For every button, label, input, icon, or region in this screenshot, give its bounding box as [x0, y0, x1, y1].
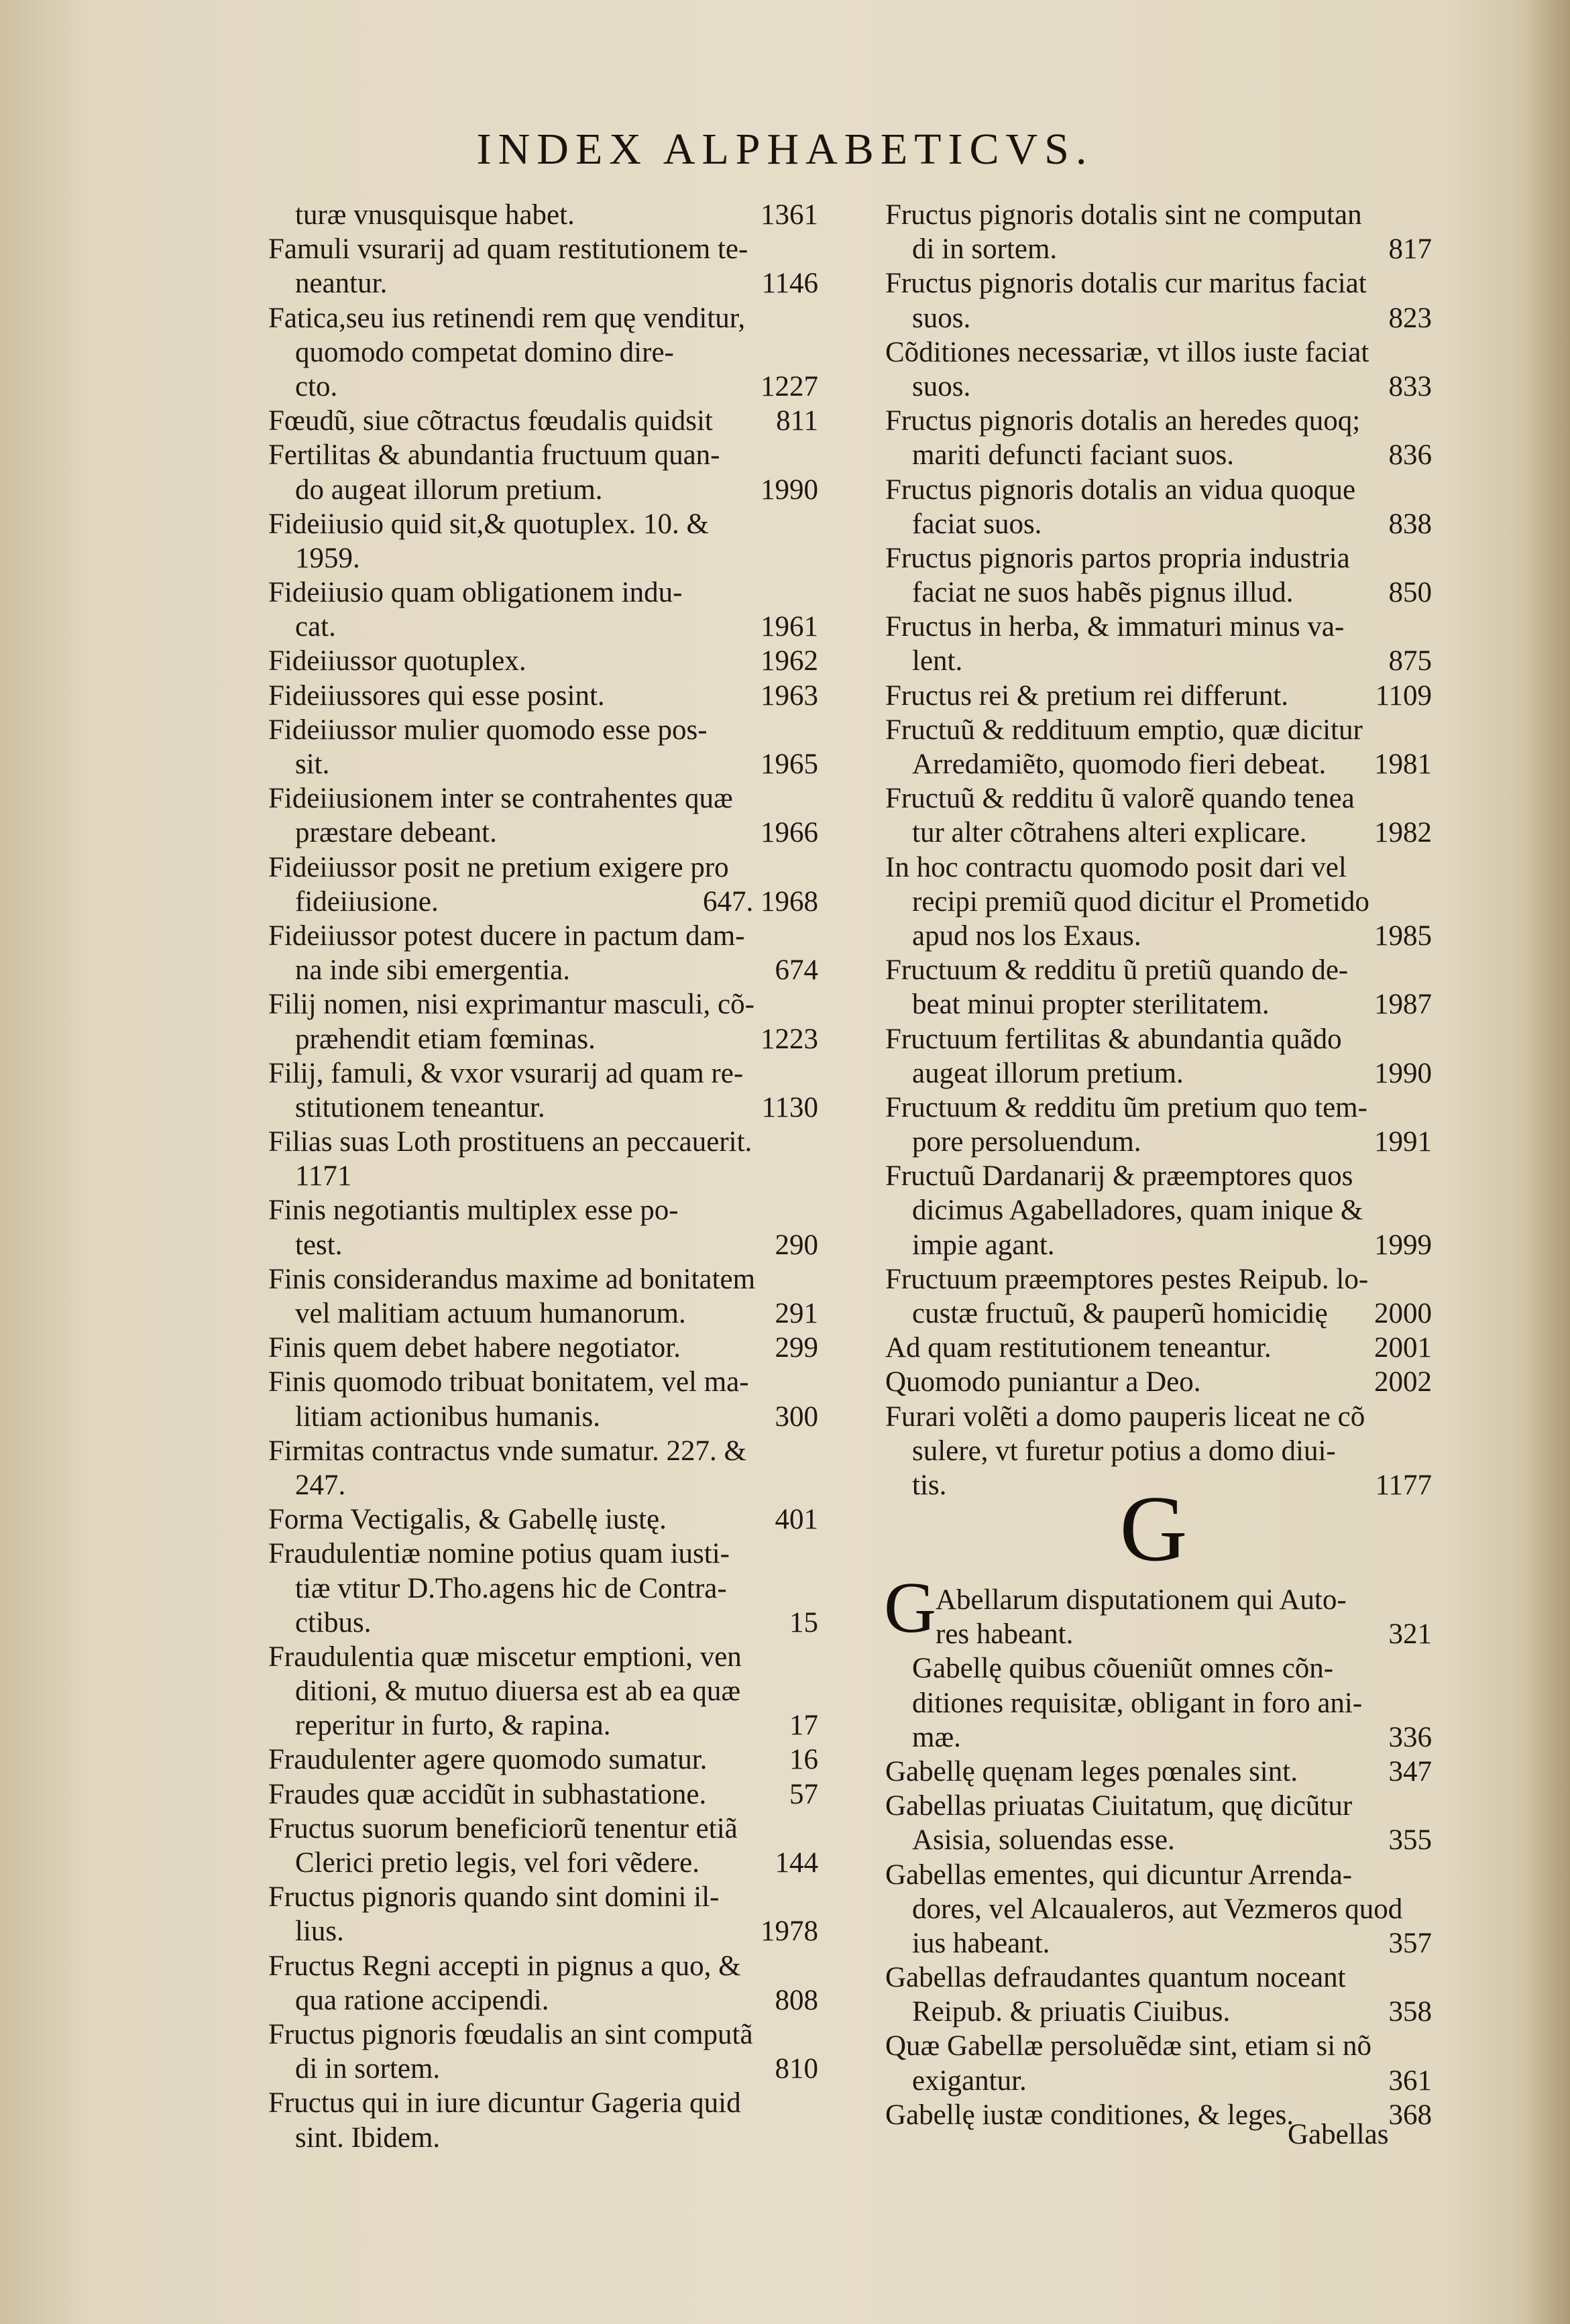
- entry-text: Fructus pignoris fœudalis an sint computã: [268, 2018, 753, 2050]
- entry-text: faciat ne suos habẽs pignus illud.: [912, 577, 1294, 609]
- index-entry-line: [885, 987, 1432, 1021]
- entry-page-number: 57: [789, 1778, 818, 1810]
- entry-page-number: 810: [775, 2053, 818, 2085]
- entry-text: Fideiiussor mulier quomodo esse pos-: [268, 714, 708, 746]
- entry-text: Firmitas contractus vnde sumatur. 227. &: [268, 1435, 746, 1467]
- entry-page-number: 1978: [761, 1916, 818, 1948]
- entry-text: quomodo competat domino dire-: [295, 336, 674, 368]
- catchword: Gabellas: [1288, 2119, 1389, 2150]
- entry-text: sint. Ibidem.: [295, 2121, 441, 2154]
- index-entry-line: [268, 1777, 818, 1812]
- entry-text: Fructus in herba, & immaturi minus va-: [885, 611, 1345, 643]
- running-head: INDEX ALPHABETICVS.: [476, 125, 1094, 174]
- entry-text: pore persoluendum.: [912, 1126, 1141, 1158]
- entry-text: cat.: [295, 611, 336, 643]
- entry-text: Fraudes quæ accidũt in subhastatione.: [268, 1778, 707, 1810]
- entry-text: Fructus qui in iure dicuntur Gageria quid: [268, 2087, 741, 2119]
- index-entry-line: [885, 198, 1432, 232]
- index-entry-line: [885, 1125, 1432, 1159]
- entry-page-number: 144: [775, 1847, 818, 1879]
- index-entry-line: [268, 679, 818, 713]
- entry-page-number: 1961: [761, 611, 818, 643]
- index-column-left: [268, 198, 818, 2155]
- index-entry-line: [268, 1846, 818, 1880]
- entry-text: Fœudũ, siue cõtractus fœudalis quidsit: [268, 405, 713, 437]
- index-entry-line: [268, 301, 818, 335]
- entry-page-number: 361: [1388, 2064, 1432, 2097]
- index-entry-line: [268, 1228, 818, 1262]
- index-entry-line: [268, 885, 818, 919]
- entry-text: Gabellę quęnam leges pœnales sint.: [885, 1755, 1298, 1787]
- entry-text: neantur.: [295, 268, 388, 300]
- index-entry-line: [885, 1651, 1432, 1685]
- index-entry-line: [268, 438, 818, 472]
- index-entry-line: [885, 1858, 1432, 1892]
- entry-text: Gabellas priuatas Ciuitatum, quę dicũtur: [885, 1790, 1353, 1822]
- index-entry-line: [268, 1880, 818, 1914]
- index-entry-line: [885, 1296, 1432, 1331]
- entry-page-number: 2001: [1374, 1332, 1432, 1364]
- index-entry-line: [885, 610, 1432, 644]
- index-entry-line: [885, 919, 1432, 953]
- entry-text: Fideiiussor posit ne pretium exigere pro: [268, 851, 729, 883]
- index-entry-line: [268, 404, 818, 438]
- index-entry-line: [268, 919, 818, 953]
- entry-text: dicimus Agabelladores, quam inique &: [912, 1195, 1363, 1227]
- entry-text: Furari volẽti a domo pauperis liceat ne cõ: [885, 1400, 1365, 1433]
- index-entry-line: [885, 1228, 1432, 1262]
- index-entry-line: [885, 404, 1432, 438]
- entry-text: Fructuũ Dardanarij & præemptores quos: [885, 1160, 1353, 1193]
- index-entry-line: [885, 1583, 1432, 1617]
- index-entry-line: [885, 301, 1432, 335]
- index-entry-line: [268, 1125, 818, 1159]
- entry-page-number: 1146: [761, 268, 818, 300]
- index-entry-line: [268, 198, 818, 232]
- entry-page-number: 291: [775, 1298, 818, 1329]
- index-entry-line: [268, 1708, 818, 1742]
- entry-text: do augeat illorum pretium.: [295, 474, 603, 506]
- entry-page-number: 1990: [761, 474, 818, 506]
- entry-text: Quæ Gabellæ persoluẽdæ sint, etiam si nõ: [885, 2030, 1371, 2062]
- index-entry-line: [268, 610, 818, 644]
- index-entry-line: [885, 850, 1432, 885]
- index-entry-line: [268, 1365, 818, 1399]
- index-entry-line: [885, 575, 1432, 610]
- entry-text: cto.: [295, 370, 338, 402]
- index-entry-line: [885, 370, 1432, 404]
- entry-text: litiam actionibus humanis.: [295, 1400, 601, 1433]
- index-entry-line: [885, 1091, 1432, 1125]
- entry-page-number: 647. 1968: [703, 885, 818, 918]
- entry-page-number: 15: [789, 1606, 818, 1639]
- entry-text: Fructus pignoris dotalis an heredes quoq;: [885, 405, 1361, 437]
- entry-page-number: 823: [1388, 302, 1432, 334]
- index-entry-line: [268, 1434, 818, 1468]
- index-entry-line: [268, 1640, 818, 1674]
- entry-page-number: 833: [1388, 370, 1432, 402]
- index-entry-line: [268, 713, 818, 747]
- index-entry-line: [268, 1571, 818, 1606]
- entry-text: exigantur.: [912, 2064, 1027, 2097]
- entry-text: res habeant.: [936, 1618, 1074, 1651]
- entry-text: sulere, vt furetur potius a domo diui-: [912, 1435, 1336, 1467]
- entry-text: recipi premiũ quod dicitur el Prometido: [912, 885, 1369, 918]
- entry-text: Finis quomodo tribuat bonitatem, vel ma-: [268, 1366, 749, 1398]
- entry-text: turæ vnusquisque habet.: [295, 199, 575, 231]
- index-entry-line: [268, 1091, 818, 1125]
- entry-text: tis.: [912, 1469, 947, 1501]
- entry-text: augeat illorum pretium.: [912, 1057, 1184, 1089]
- index-entry-line: [885, 1686, 1432, 1720]
- entry-text: lent.: [912, 645, 963, 677]
- index-entry-line: [268, 953, 818, 987]
- entry-page-number: 347: [1388, 1755, 1432, 1787]
- index-entry-line: [885, 1926, 1432, 1960]
- index-column-right: [885, 198, 1432, 1502]
- entry-page-number: 290: [775, 1229, 818, 1261]
- entry-text: Fideiiussor quotuplex.: [268, 645, 526, 677]
- entry-page-number: 1965: [761, 749, 818, 780]
- entry-text: dores, vel Alcaualeros, aut Vezmeros quod: [912, 1893, 1403, 1925]
- index-entry-line: [885, 1960, 1432, 1995]
- entry-text: Cõditiones necessariæ, vt illos iuste faciat: [885, 336, 1369, 368]
- index-entry-line: [885, 1617, 1432, 1651]
- entry-text: Fructus pignoris dotalis sint ne computan: [885, 199, 1362, 231]
- entry-text: Fructuum fertilitas & abundantia quãdo: [885, 1023, 1342, 1055]
- entry-text: Fraudulentiæ nomine potius quam iusti-: [268, 1538, 730, 1570]
- entry-text: Finis quem debet habere negotiator.: [268, 1332, 681, 1364]
- entry-text: na inde sibi emergentia.: [295, 954, 570, 987]
- entry-page-number: 808: [775, 1984, 818, 2016]
- entry-text: ctibus.: [295, 1606, 372, 1639]
- index-entry-line: [885, 1789, 1432, 1823]
- index-entry-line: [268, 781, 818, 816]
- entry-text: Fraudulenter agere quomodo sumatur.: [268, 1744, 708, 1776]
- entry-text: Quomodo puniantur a Deo.: [885, 1366, 1201, 1398]
- entry-page-number: 1985: [1374, 920, 1432, 952]
- index-entry-line: [268, 1742, 818, 1777]
- index-entry-line: [268, 2052, 818, 2086]
- entry-page-number: 401: [775, 1504, 818, 1536]
- index-entry-line: [268, 850, 818, 885]
- entry-page-number: 16: [789, 1744, 818, 1776]
- index-entry-line: [885, 679, 1432, 713]
- index-entry-line: [885, 1193, 1432, 1227]
- entry-text: Fructus pignoris dotalis cur maritus faciat: [885, 268, 1367, 300]
- index-entry-line: [885, 885, 1432, 919]
- index-entry-line: [268, 1502, 818, 1537]
- index-entry-line: [885, 816, 1432, 850]
- entry-text: vel malitiam actuum humanorum.: [295, 1298, 686, 1329]
- entry-page-number: 1963: [761, 679, 818, 712]
- entry-text: ditioni, & mutuo diuersa est ab ea quæ: [295, 1675, 741, 1708]
- index-entry-line: [268, 987, 818, 1021]
- entry-text: Fructus pignoris quando sint domini il-: [268, 1881, 720, 1914]
- entry-text: Fideiiussor potest ducere in pactum dam-: [268, 920, 745, 952]
- entry-text: di in sortem.: [912, 233, 1058, 266]
- entry-page-number: 1999: [1374, 1229, 1432, 1261]
- entry-text: Fructus pignoris dotalis an vidua quoque: [885, 474, 1356, 506]
- index-entry-line: [268, 1056, 818, 1091]
- entry-text: qua ratione accipendi.: [295, 1984, 549, 2016]
- entry-page-number: 1990: [1374, 1057, 1432, 1089]
- entry-page-number: 17: [789, 1710, 818, 1742]
- index-entry-line: [268, 747, 818, 781]
- entry-page-number: 300: [775, 1400, 818, 1433]
- index-entry-line: [268, 1812, 818, 1846]
- index-entry-line: [885, 438, 1432, 472]
- index-entry-line: [268, 1022, 818, 1056]
- index-entry-line: [268, 1193, 818, 1227]
- entry-page-number: 817: [1388, 233, 1432, 266]
- index-entry-line: [885, 1823, 1432, 1857]
- entry-text: 1171: [295, 1160, 352, 1193]
- entry-page-number: 358: [1388, 1996, 1432, 2028]
- index-entry-line: [268, 2121, 818, 2155]
- entry-text: beat minui propter sterilitatem.: [912, 989, 1270, 1021]
- index-entry-line: [268, 1262, 818, 1296]
- entry-text: faciat suos.: [912, 508, 1042, 540]
- entry-page-number: 674: [775, 954, 818, 987]
- index-entry-line: [268, 1674, 818, 1708]
- index-entry-line: [268, 1537, 818, 1571]
- index-entry-line: [885, 1434, 1432, 1468]
- index-entry-line: [885, 781, 1432, 816]
- index-entry-line: [885, 644, 1432, 678]
- index-entry-line: [268, 1468, 818, 1502]
- entry-text: Ad quam restitutionem teneantur.: [885, 1332, 1272, 1364]
- section-letter-g: G: [1119, 1477, 1188, 1581]
- entry-page-number: 357: [1388, 1927, 1432, 1959]
- entry-text: suos.: [912, 370, 971, 402]
- entry-text: reperitur in furto, & rapina.: [295, 1710, 611, 1742]
- entry-text: Fructuũ & reddituum emptio, quæ dicitur: [885, 714, 1363, 746]
- entry-page-number: 336: [1388, 1721, 1432, 1753]
- index-entry-line: [885, 1365, 1432, 1399]
- index-entry-line: [885, 335, 1432, 370]
- entry-page-number: 875: [1388, 645, 1432, 677]
- entry-text: Gabellę quibus cõueniũt omnes cõn-: [912, 1653, 1334, 1685]
- entry-text: Fideiiusionem inter se contrahentes quæ: [268, 783, 733, 815]
- entry-text: Fideiiusio quam obligationem indu-: [268, 577, 683, 609]
- entry-text: Fructus pignoris partos propria industria: [885, 542, 1350, 574]
- entry-text: Reipub. & priuatis Ciuibus.: [912, 1996, 1231, 2028]
- entry-text: 247.: [295, 1469, 346, 1501]
- index-entry-line: [885, 2064, 1432, 2098]
- entry-text: Finis negotiantis multiplex esse po-: [268, 1195, 679, 1227]
- entry-page-number: 1109: [1375, 679, 1432, 712]
- entry-page-number: 368: [1388, 2099, 1432, 2131]
- index-entry-line: [885, 1400, 1432, 1434]
- entry-text: Fructuum & redditu ũm pretium quo tem-: [885, 1091, 1367, 1123]
- entry-text: In hoc contractu quomodo posit dari vel: [885, 851, 1347, 883]
- index-entry-line: [885, 1720, 1432, 1755]
- index-entry-line: [885, 1755, 1432, 1789]
- entry-page-number: 1991: [1374, 1126, 1432, 1158]
- entry-page-number: 1962: [761, 645, 818, 677]
- index-entry-line: [885, 266, 1432, 300]
- entry-text: Arredamiẽto, quomodo fieri debeat.: [912, 749, 1327, 780]
- entry-page-number: 1177: [1375, 1469, 1432, 1501]
- drop-capital: G: [884, 1568, 936, 1648]
- index-entry-line: [268, 1159, 818, 1193]
- entry-page-number: 299: [775, 1332, 818, 1364]
- index-entry-line: [268, 2017, 818, 2052]
- index-entry-line: [268, 370, 818, 404]
- entry-text: ditiones requisitæ, obligant in foro ani-: [912, 1687, 1363, 1719]
- entry-page-number: 355: [1388, 1824, 1432, 1857]
- page-edge-shadow: [1523, 0, 1570, 2324]
- index-entry-line: [885, 1022, 1432, 1056]
- entry-text: impie agant.: [912, 1229, 1055, 1261]
- entry-text: mæ.: [912, 1721, 961, 1753]
- index-entry-line: [268, 2086, 818, 2120]
- entry-text: Forma Vectigalis, & Gabellę iustę.: [268, 1504, 667, 1536]
- index-entry-line: [885, 1892, 1432, 1926]
- entry-text: tiæ vtitur D.Tho.agens hic de Contra-: [295, 1572, 727, 1604]
- index-entry-line: [268, 816, 818, 850]
- entry-text: di in sortem.: [295, 2053, 441, 2085]
- entry-text: lius.: [295, 1916, 344, 1948]
- entry-text: Fideiiussores qui esse posint.: [268, 679, 605, 712]
- index-entry-line: [885, 1995, 1432, 2029]
- entry-text: Fatica,seu ius retinendi rem quę venditur,: [268, 302, 746, 334]
- entry-text: fideiiusione.: [295, 885, 439, 918]
- entry-text: Fraudulentia quæ miscetur emptioni, ven: [268, 1641, 742, 1673]
- index-entry-line: [268, 335, 818, 370]
- entry-text: Fideiiusio quid sit,& quotuplex. 10. &: [268, 508, 709, 540]
- entry-text: Clerici pretio legis, vel fori vẽdere.: [295, 1847, 699, 1879]
- entry-page-number: 321: [1388, 1618, 1432, 1651]
- entry-text: Fructuum & redditu ũ pretiũ quando de-: [885, 954, 1349, 987]
- entry-text: apud nos los Exaus.: [912, 920, 1141, 952]
- entry-text: Fructus rei & pretium rei differunt.: [885, 679, 1289, 712]
- index-entry-line: [885, 747, 1432, 781]
- entry-page-number: 1981: [1374, 749, 1432, 780]
- index-entry-line: [885, 541, 1432, 575]
- entry-text: sit.: [295, 749, 330, 780]
- entry-page-number: 1361: [761, 199, 818, 231]
- index-entry-line: [268, 473, 818, 507]
- index-entry-line: [885, 507, 1432, 541]
- entry-text: Fructus suorum beneficiorũ tenentur etiã: [268, 1812, 738, 1844]
- index-entry-line: [885, 713, 1432, 747]
- index-entry-line: [268, 1400, 818, 1434]
- entry-page-number: 850: [1388, 577, 1432, 609]
- index-entry-line: [885, 1056, 1432, 1091]
- index-entry-line: [268, 507, 818, 541]
- index-column-right-g: [885, 1583, 1432, 2132]
- entry-text: ius habeant.: [912, 1927, 1050, 1959]
- entry-page-number: 1966: [761, 817, 818, 849]
- entry-text: Fertilitas & abundantia fructuum quan-: [268, 439, 720, 472]
- entry-page-number: 1223: [761, 1023, 818, 1055]
- entry-text: Gabellę iustæ conditiones, & leges.: [885, 2099, 1294, 2131]
- entry-text: præstare debeant.: [295, 817, 497, 849]
- index-entry-line: [885, 1331, 1432, 1365]
- entry-text: Gabellas defraudantes quantum noceant: [885, 1962, 1346, 1994]
- index-entry-line: [885, 1159, 1432, 1193]
- entry-text: mariti defuncti faciant suos.: [912, 439, 1235, 472]
- entry-text: Filias suas Loth prostituens an peccauerit.: [268, 1126, 752, 1158]
- index-entry-line: [268, 1606, 818, 1640]
- index-entry-line: [268, 1914, 818, 1948]
- index-entry-line: [268, 1983, 818, 2017]
- entry-page-number: 2002: [1374, 1366, 1432, 1398]
- index-entry-line: [268, 644, 818, 678]
- entry-text: 1959.: [295, 542, 360, 574]
- entry-page-number: 1987: [1374, 989, 1432, 1021]
- index-entry-line: [268, 575, 818, 610]
- entry-text: custæ fructuũ, & pauperũ homicidię: [912, 1298, 1328, 1329]
- entry-text: Famuli vsurarij ad quam restitutionem te-: [268, 233, 748, 266]
- entry-page-number: 2000: [1374, 1298, 1432, 1329]
- index-entry-line: [268, 266, 818, 300]
- index-entry-line: [885, 232, 1432, 266]
- entry-text: Fructus Regni accepti in pignus a quo, &: [268, 1950, 741, 1982]
- entry-text: Asisia, soluendas esse.: [912, 1824, 1175, 1857]
- index-entry-line: [268, 541, 818, 575]
- entry-text: Fructuum præemptores pestes Reipub. lo-: [885, 1263, 1369, 1295]
- entry-page-number: 1130: [761, 1091, 818, 1123]
- entry-text: stitutionem teneantur.: [295, 1091, 545, 1123]
- entry-text: Fructuũ & redditu ũ valorẽ quando tenea: [885, 783, 1355, 815]
- index-entry-line: [885, 953, 1432, 987]
- entry-text: Finis considerandus maxime ad bonitatem: [268, 1263, 756, 1295]
- entry-page-number: 811: [776, 405, 818, 437]
- entry-text: Filij nomen, nisi exprimantur masculi, cõ-: [268, 989, 754, 1021]
- index-entry-line: [268, 232, 818, 266]
- entry-page-number: 836: [1388, 439, 1432, 472]
- entry-page-number: 838: [1388, 508, 1432, 540]
- entry-page-number: 1982: [1374, 817, 1432, 849]
- entry-text: Abellarum disputationem qui Auto-: [936, 1584, 1347, 1616]
- entry-text: Gabellas ementes, qui dicuntur Arrenda-: [885, 1859, 1353, 1891]
- index-entry-line: [268, 1949, 818, 1983]
- entry-text: præhendit etiam fœminas.: [295, 1023, 596, 1055]
- index-entry-line: [885, 2029, 1432, 2063]
- index-entry-line: [885, 473, 1432, 507]
- entry-text: Filij, famuli, & vxor vsurarij ad quam re-: [268, 1057, 744, 1089]
- index-entry-line: [268, 1296, 818, 1331]
- entry-text: suos.: [912, 302, 971, 334]
- index-entry-line: [885, 1262, 1432, 1296]
- entry-text: tur alter cõtrahens alteri explicare.: [912, 817, 1307, 849]
- index-entry-line: [268, 1331, 818, 1365]
- entry-text: test.: [295, 1229, 343, 1261]
- entry-page-number: 1227: [761, 370, 818, 402]
